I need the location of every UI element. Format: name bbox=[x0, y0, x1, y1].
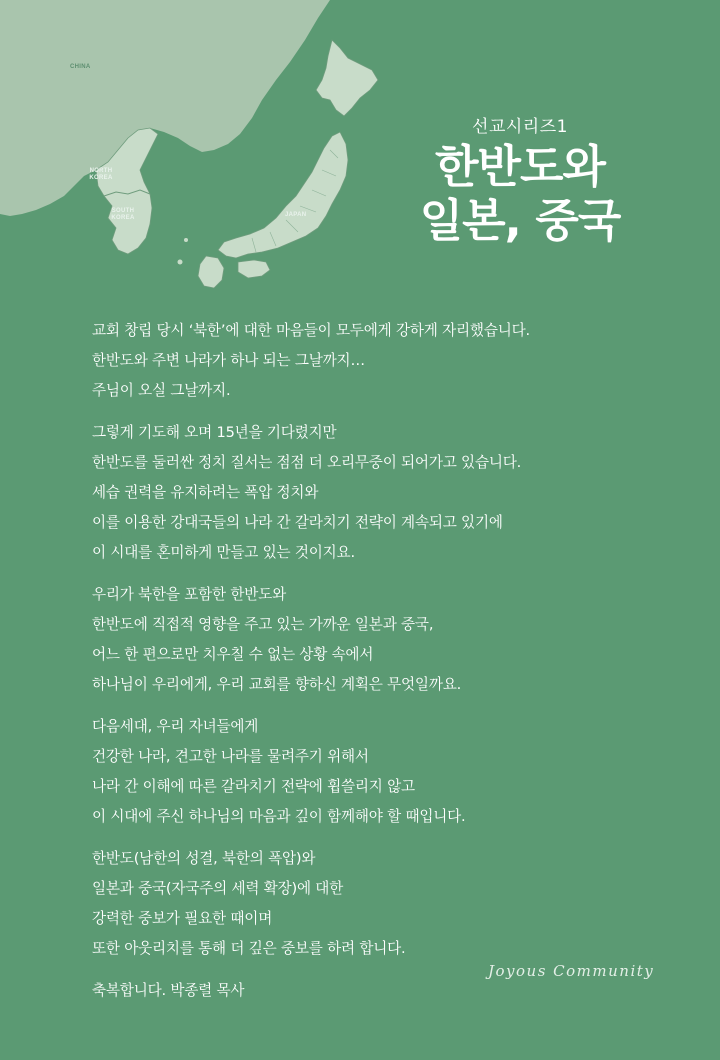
map-label-south-korea-text: SOUTH KOREA bbox=[111, 208, 135, 221]
map-label-china: CHINA bbox=[70, 64, 91, 70]
text-line: 이 시대를 혼미하게 만들고 있는 것이지요. bbox=[92, 544, 355, 561]
text-line: 한반도와 주변 나라가 하나 되는 그날까지… bbox=[92, 352, 365, 369]
text-line: 일본과 중국(자국주의 세력 확장)에 대한 bbox=[92, 880, 344, 897]
map-label-japan: JAPAN bbox=[285, 212, 307, 218]
text-line: 한반도를 둘러싼 정치 질서는 점점 더 오리무중이 되어가고 있습니다. bbox=[92, 454, 522, 471]
hokkaido-shape bbox=[316, 40, 378, 116]
text-line: 이 시대에 주신 하나님의 마음과 깊이 함께해야 할 때입니다. bbox=[92, 808, 466, 825]
text-line: 그렇게 기도해 오며 15년을 기다렸지만 bbox=[92, 424, 337, 441]
page-title bbox=[400, 140, 640, 248]
body-text bbox=[92, 316, 692, 1006]
shikoku-shape bbox=[238, 260, 270, 278]
paragraph-1 bbox=[92, 316, 692, 406]
text-line: 나라 간 이해에 따른 갈라치기 전략에 휩쓸리지 않고 bbox=[92, 778, 415, 795]
map-label-south-korea bbox=[107, 208, 139, 222]
paragraph-4 bbox=[92, 712, 692, 832]
sign-off: 축복합니다. 박종렬 목사 bbox=[92, 982, 245, 999]
text-line: 다음세대, 우리 자녀들에게 bbox=[92, 718, 259, 735]
map-label-north-korea-text: NORTH KOREA bbox=[89, 168, 113, 181]
text-line: 강력한 중보가 필요한 때이며 bbox=[92, 910, 273, 927]
text-line: 또한 아웃리치를 통해 더 깊은 중보를 하려 합니다. bbox=[92, 940, 406, 957]
title-line-1: 한반도와 bbox=[435, 140, 605, 193]
mainland-shape bbox=[0, 0, 330, 216]
text-line: 하나님이 우리에게, 우리 교회를 향하신 계획은 무엇일까요. bbox=[92, 676, 462, 693]
text-line: 한반도에 직접적 영향을 주고 있는 가까운 일본과 중국, bbox=[92, 616, 434, 633]
map-graphic bbox=[0, 0, 420, 290]
honshu-shape bbox=[218, 132, 348, 258]
text-line: 건강한 나라, 견고한 나라를 물려주기 위해서 bbox=[92, 748, 369, 765]
map-label-north-korea bbox=[86, 168, 116, 182]
text-line: 교회 창립 당시 ‘북한’에 대한 마음들이 모두에게 강하게 자리했습니다. bbox=[92, 322, 530, 339]
text-line: 어느 한 편으로만 치우칠 수 없는 상황 속에서 bbox=[92, 646, 374, 663]
map-illustration bbox=[0, 0, 420, 290]
kyushu-shape bbox=[198, 256, 224, 288]
text-line: 주님이 오실 그날까지. bbox=[92, 382, 231, 399]
island-dot bbox=[184, 238, 188, 242]
text-line: 한반도(남한의 성결, 북한의 폭압)와 bbox=[92, 850, 316, 867]
series-label: 선교시리즈1 bbox=[472, 117, 568, 137]
brand-signature: Joyous Community bbox=[488, 962, 655, 980]
paragraph-5 bbox=[92, 844, 692, 964]
text-line: 세습 권력을 유지하려는 폭압 정치와 bbox=[92, 484, 319, 501]
island-dot bbox=[178, 260, 183, 265]
text-line: 우리가 북한을 포함한 한반도와 bbox=[92, 586, 286, 603]
paragraph-2 bbox=[92, 418, 692, 568]
title-line-2: 일본, 중국 bbox=[419, 194, 621, 247]
text-line: 이를 이용한 강대국들의 나라 간 갈라치기 전략이 계속되고 있기에 bbox=[92, 514, 503, 531]
paragraph-3 bbox=[92, 580, 692, 700]
